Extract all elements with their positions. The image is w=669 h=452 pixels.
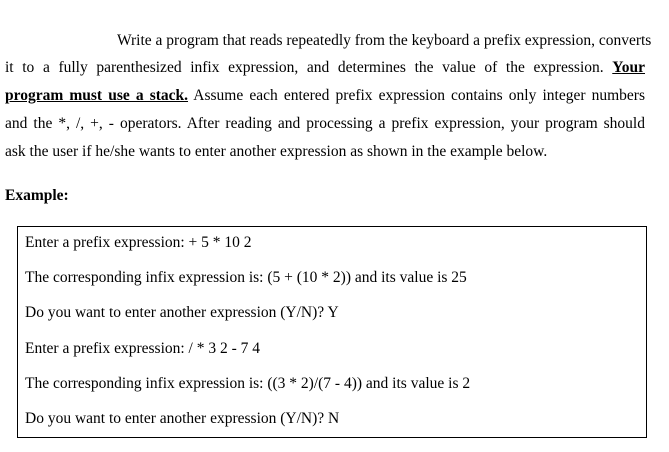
emphasis-your: Your	[612, 59, 645, 76]
example-heading: Example:	[5, 187, 69, 204]
example-line: Enter a prefix expression: / * 3 2 - 7 4	[25, 340, 261, 357]
statement-line-3	[5, 86, 645, 106]
example-line: Do you want to enter another expression (Y/N)? Y	[25, 304, 339, 321]
statement-line-2-text: it to a fully parenthesized infix expression, and determines the value of the expression.	[5, 59, 604, 76]
statement-line-5: ask the user if he/she wants to enter another expression as shown in the example below.	[5, 143, 548, 160]
example-line: The corresponding infix expression is: (5 + (10 * 2)) and its value is 25	[25, 269, 467, 286]
statement-line-1: Write a program that reads repeatedly from the keyboard a prefix expression, converts	[117, 32, 652, 49]
example-line: Enter a prefix expression: + 5 * 10 2	[25, 234, 252, 251]
statement-line-3-text: Assume each entered prefix expression contains only integer numbers	[193, 87, 645, 104]
example-box	[17, 226, 647, 438]
emphasis-stack-requirement: program must use a stack.	[5, 87, 189, 104]
example-line: Do you want to enter another expression (Y/N)? N	[25, 410, 340, 427]
statement-line-2	[5, 58, 645, 78]
example-line: The corresponding infix expression is: ((3 * 2)/(7 - 4)) and its value is 2	[25, 375, 471, 392]
statement-line-4: and the *, /, +, - operators. After reading and processing a prefix expression, your program should	[5, 115, 645, 132]
